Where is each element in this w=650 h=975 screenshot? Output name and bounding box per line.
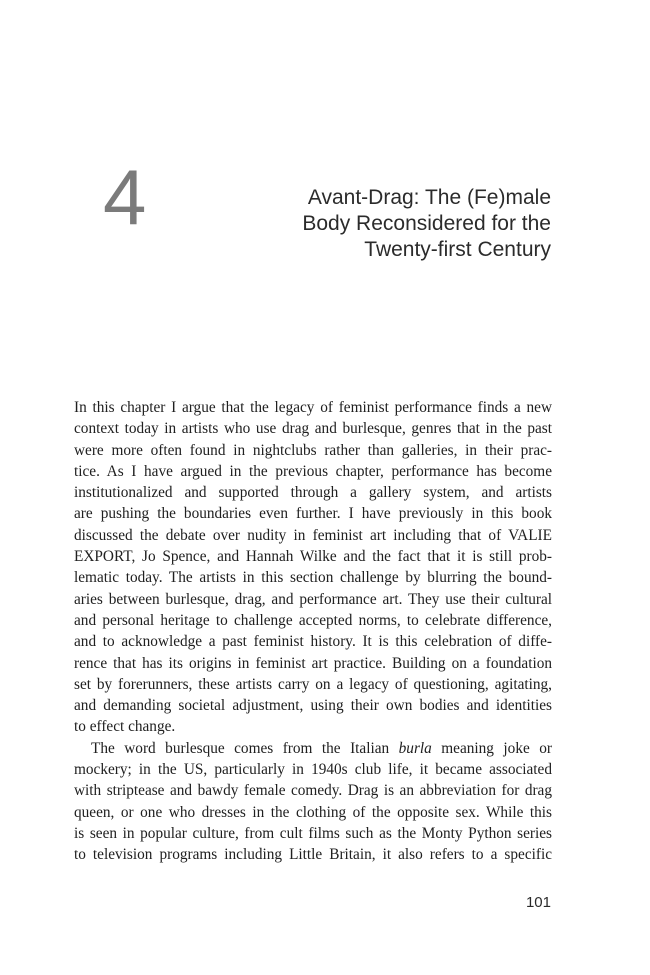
- text-line: set by forerunners, these artists carry on a legacy of questioning, agitating,: [74, 675, 552, 693]
- text-line: lematic today. The artists in this section challenge by blurring the bound-: [74, 569, 552, 587]
- text-line: context today in artists who use drag and burlesque, genres that in the past: [74, 420, 552, 438]
- chapter-title-line: Avant-Drag: The (Fe)male: [307, 186, 551, 209]
- chapter-title-line: Body Reconsidered for the: [302, 212, 551, 235]
- text-line: and demanding societal adjustment, using their own bodies and identities: [74, 697, 552, 715]
- paragraph-2: [74, 738, 552, 866]
- text-line: aries between burlesque, drag, and performance art. They use their cultural: [74, 590, 552, 608]
- text-line: and personal heritage to challenge accepted norms, to celebrate difference,: [74, 611, 552, 629]
- text-line: mockery; in the US, particularly in 1940s club life, it became associated: [74, 761, 552, 779]
- text-line: queen, or one who dresses in the clothing of the opposite sex. While this: [74, 803, 552, 821]
- paragraph-1: [74, 397, 552, 738]
- text-line: discussed the debate over nudity in feminist art including that of VALIE: [74, 526, 552, 544]
- body-text: [74, 397, 552, 866]
- text-run: The word burlesque comes from the Italian: [91, 739, 399, 757]
- text-line: are pushing the boundaries even further. I have previously in this book: [74, 505, 552, 523]
- text-line: rence that has its origins in feminist art practice. Building on a foundation: [74, 654, 552, 672]
- chapter-title: [251, 185, 551, 263]
- chapter-number: 4: [103, 153, 147, 241]
- text-line: [74, 738, 552, 759]
- text-line: institutionalized and supported through a gallery system, and artists: [74, 484, 552, 502]
- text-line: with striptease and bawdy female comedy. Drag is an abbreviation for drag: [74, 782, 552, 800]
- text-line: is seen in popular culture, from cult films such as the Monty Python series: [74, 824, 552, 842]
- page-number: 101: [525, 894, 551, 911]
- text-line: were more often found in nightclubs rather than galleries, in their prac-: [74, 441, 552, 459]
- text-run: meaning joke or: [431, 739, 552, 757]
- text-line: to television programs including Little Britain, it also refers to a specific: [74, 846, 552, 864]
- italic-term: burla: [398, 739, 432, 757]
- text-line: In this chapter I argue that the legacy of feminist performance finds a new: [74, 399, 552, 416]
- chapter-title-line: Twenty-first Century: [364, 238, 551, 261]
- text-line: and to acknowledge a past feminist history. It is this celebration of diffe-: [74, 633, 552, 651]
- text-line: EXPORT, Jo Spence, and Hannah Wilke and the fact that it is still prob-: [74, 548, 552, 566]
- text-line: tice. As I have argued in the previous chapter, performance has become: [74, 462, 552, 480]
- text-line: to effect change.: [74, 718, 176, 736]
